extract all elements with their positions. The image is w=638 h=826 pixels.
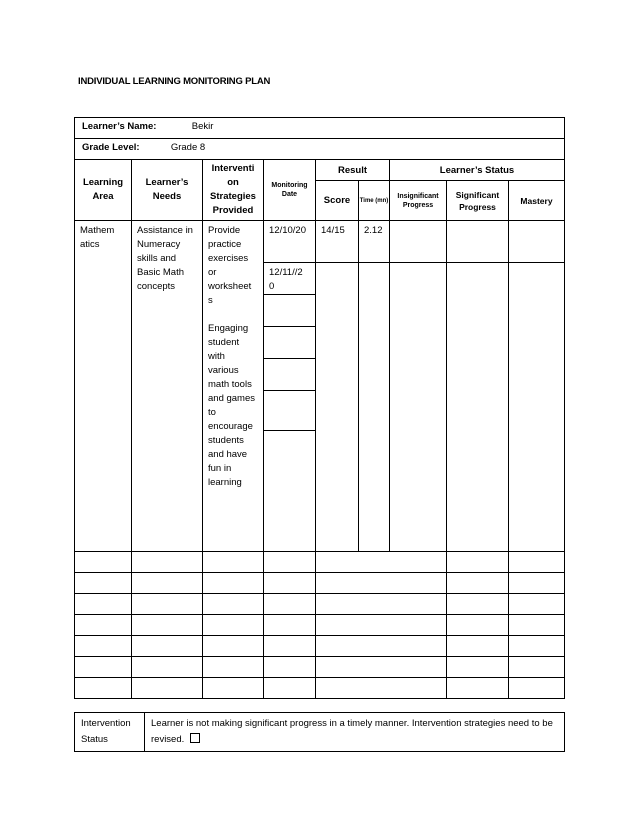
score-cell: 14/15 [316,221,359,263]
header-intervention: Interventi on Strategies Provided [203,160,264,221]
header-result: Result [316,160,390,181]
monitoring-date-cell: 12/11//2 0 [264,263,316,295]
status-checkbox[interactable] [190,733,200,743]
learner-name-row [75,118,565,139]
score-cell [316,263,359,552]
intervention-status-text-cell [145,713,565,752]
learners-needs-cell: Assistance in Numeracy skills and Basic Math concepts [132,221,203,552]
monitoring-date-cell: 12/10/20 [264,221,316,263]
time-cell [359,263,390,552]
learner-name-label: Learner’s Name: [82,121,157,132]
learner-name-value: Bekir [191,121,214,132]
grade-level-value: Grade 8 [170,142,206,153]
grade-level-row [75,139,565,160]
grade-level-label: Grade Level: [82,142,140,153]
monitoring-table [74,117,564,699]
header-learning-area: Learning Area [75,160,132,221]
document-title: INDIVIDUAL LEARNING MONITORING PLAN [78,76,271,87]
intervention-status-text: Learner is not making significant progress in a timely manner. Intervention strategies need to be revised. [151,718,553,745]
time-cell: 2.12 [359,221,390,263]
header-time: Time (mn) [359,181,390,221]
intervention-strategy: Engaging student with various math tools and games to encourage students and have fun in learning [208,323,256,488]
header-learners-needs: Learner’s Needs [132,160,203,221]
header-mastery: Mastery [509,181,565,221]
header-score: Score [316,181,359,221]
header-monitoring-date: Monitoring Date [264,160,316,221]
header-insignificant: Insignificant Progress [390,181,447,221]
intervention-status-label: Intervention Status [75,713,145,752]
intervention-status-box [74,712,564,752]
learning-area-cell: Mathem atics [75,221,132,552]
intervention-cell [203,221,264,552]
header-significant: Significant Progress [447,181,509,221]
header-learners-status: Learner’s Status [390,160,565,181]
intervention-strategy: Provide practice exercises or worksheet s [208,225,252,306]
